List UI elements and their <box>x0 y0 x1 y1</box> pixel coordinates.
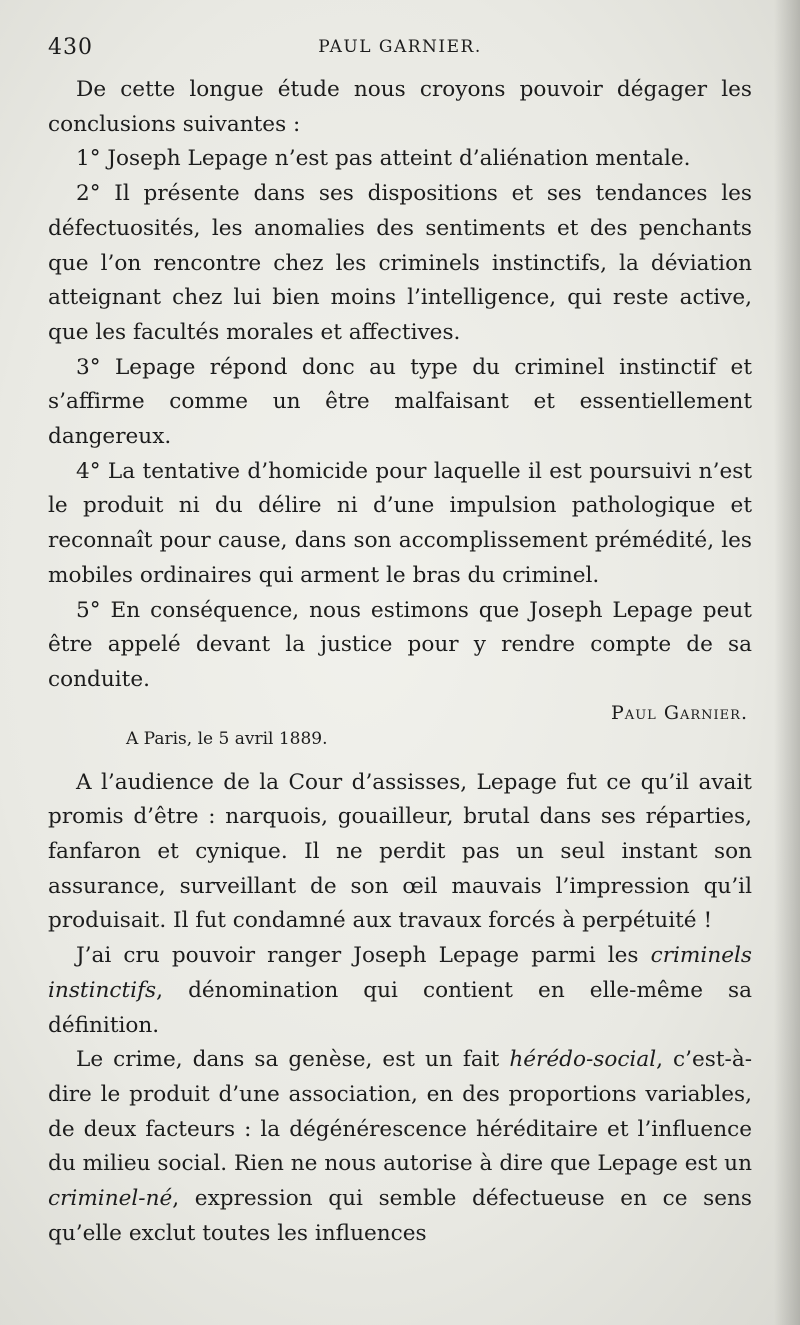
conclusion-3: 3° Lepage répond donc au type du criminel instinctif et s’affirme comme un être malfaisant et essentiellement dangereux. <box>48 354 752 450</box>
conclusion-4: 4° La tentative d’homicide pour laquelle il est poursuivi n’est le produit ni du délire ni d’une impulsion pathologique et reconnaît pour cause, dans son accomplissement prémédité, les mobiles ordinaires qui arment le bras du criminel. <box>48 458 752 588</box>
text-run: , c’est-à-dire le produit d’une association, en des proportions variables, de deux facteurs : la dégénérescence héréditaire et l’influence du milieu social. Rien ne nous autorise à dire que Lepage est un <box>48 1047 752 1177</box>
text-run: , expression qui semble défectueuse en ce sens qu’elle exclut toutes les influences <box>48 1186 752 1246</box>
paragraph-intro: De cette longue étude nous croyons pouvoir dégager les conclusions suivantes : <box>48 77 752 137</box>
paragraph-criminels-instinctifs <box>48 939 752 1043</box>
text-run: , dénomination qui contient en elle-même sa définition. <box>48 977 752 1038</box>
page-body <box>48 73 752 1252</box>
text-run: Le crime, dans sa genèse, est un fait <box>76 1047 510 1073</box>
italic-term: criminel-né <box>48 1186 173 1212</box>
page-header <box>48 35 752 73</box>
italic-term: hérédo-social <box>509 1047 657 1073</box>
page-number: 430 <box>48 35 93 60</box>
italic-term: criminels instinctifs <box>48 943 752 1003</box>
running-head: PAUL GARNIER. <box>318 37 482 57</box>
paragraph-audience: A l’audience de la Cour d’assisses, Lepage fut ce qu’il avait promis d’être : narquois, gouailleur, brutal dans ses réparties, fanfaron et cynique. Il ne perdit pas un seul instant son assurance, surveillant de son œil mauvais l’impression qu’il produisait. Il fut condamné aux travaux forcés à perpétuité ! <box>48 769 752 934</box>
conclusion-5: 5° En conséquence, nous estimons que Joseph Lepage peut être appelé devant la justice pour y rendre compte de sa conduite. <box>48 597 752 692</box>
page-edge-shadow <box>774 0 800 1325</box>
text-run: J’ai cru pouvoir ranger Joseph Lepage parmi les <box>76 943 651 969</box>
conclusion-1: 1° Joseph Lepage n’est pas atteint d’aliénation mentale. <box>76 146 691 172</box>
paragraph-genese <box>48 1043 752 1251</box>
conclusion-2: 2° Il présente dans ses dispositions et ses tendances les défectuosités, les anomalies des sentiments et des penchants que l’on rencontre chez les criminels instinctifs, la déviation atteignant chez lui bien moins l’intelligence, qui reste active, que les facultés morales et affectives. <box>48 181 752 345</box>
signature: Paul Garnier. <box>611 701 748 724</box>
dateline: A Paris, le 5 avril 1889. <box>126 728 328 749</box>
